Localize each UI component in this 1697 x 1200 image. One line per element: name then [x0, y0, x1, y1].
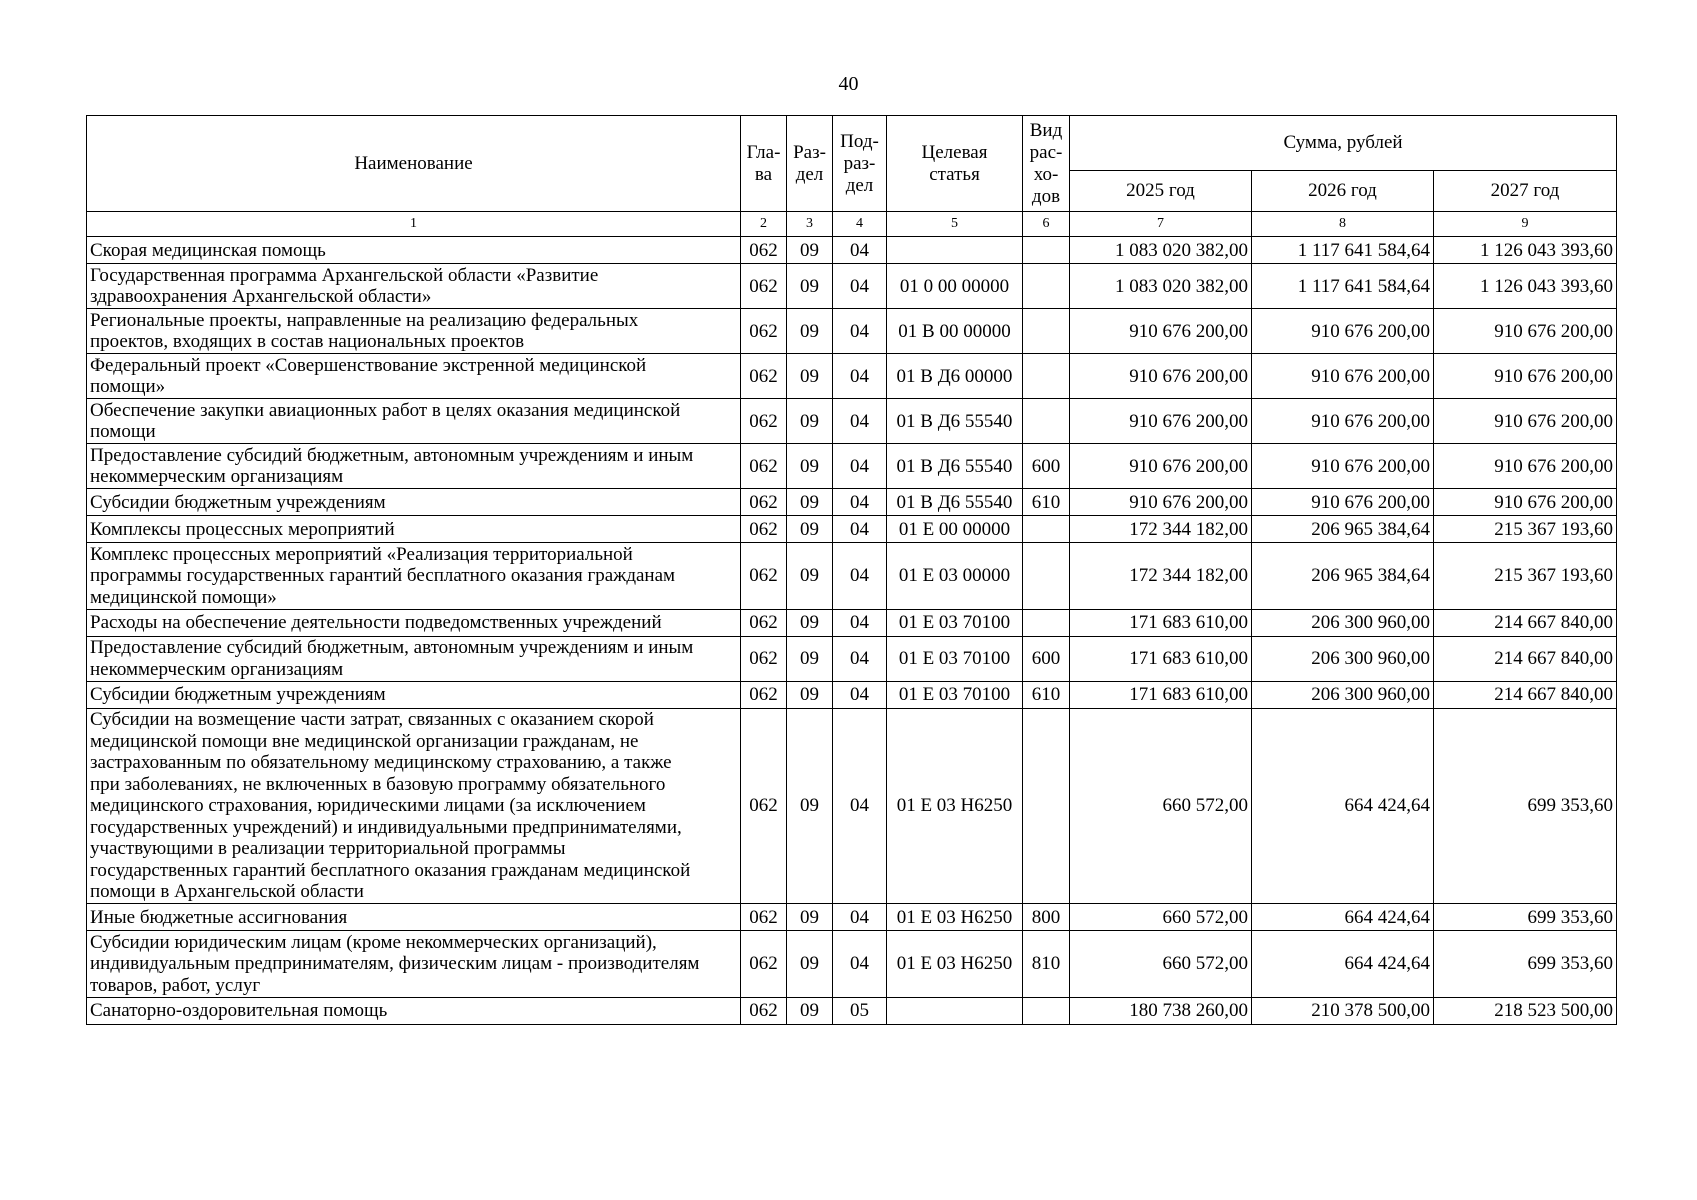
row-target-article	[887, 997, 1023, 1024]
row-chapter: 062	[741, 237, 787, 264]
row-sum-2027: 214 667 840,00	[1434, 681, 1617, 708]
column-number: 4	[833, 212, 887, 237]
row-expense-type	[1023, 354, 1070, 399]
row-sum-2025: 910 676 200,00	[1070, 354, 1252, 399]
row-subsection: 04	[833, 931, 887, 998]
row-expense-type	[1023, 543, 1070, 610]
header-subsection: Под- раз- дел	[833, 116, 887, 212]
table-row	[87, 354, 1617, 399]
row-sum-2027: 1 126 043 393,60	[1434, 264, 1617, 309]
row-subsection: 04	[833, 489, 887, 516]
row-sum-2026: 664 424,64	[1252, 904, 1434, 931]
row-section: 09	[787, 636, 833, 681]
row-chapter: 062	[741, 516, 787, 543]
row-section: 09	[787, 237, 833, 264]
row-sum-2025: 172 344 182,00	[1070, 543, 1252, 610]
row-section: 09	[787, 609, 833, 636]
table-row	[87, 904, 1617, 931]
column-number-row	[87, 212, 1617, 237]
row-sum-2027: 215 367 193,60	[1434, 543, 1617, 610]
row-section: 09	[787, 444, 833, 489]
row-chapter: 062	[741, 997, 787, 1024]
row-sum-2025: 171 683 610,00	[1070, 681, 1252, 708]
row-subsection: 04	[833, 609, 887, 636]
row-sum-2026: 206 965 384,64	[1252, 543, 1434, 610]
row-name: Предоставление субсидий бюджетным, автономным учреждениям и иным некоммерческим организациям	[87, 444, 741, 489]
row-chapter: 062	[741, 264, 787, 309]
row-name: Субсидии бюджетным учреждениям	[87, 489, 741, 516]
row-sum-2027: 910 676 200,00	[1434, 309, 1617, 354]
table-row	[87, 309, 1617, 354]
row-chapter: 062	[741, 636, 787, 681]
row-target-article: 01 Е 03 00000	[887, 543, 1023, 610]
row-chapter: 062	[741, 681, 787, 708]
row-name: Обеспечение закупки авиационных работ в целях оказания медицинской помощи	[87, 399, 741, 444]
row-section: 09	[787, 931, 833, 998]
row-name: Государственная программа Архангельской области «Развитие здравоохранения Архангельской области»	[87, 264, 741, 309]
table-row	[87, 264, 1617, 309]
row-expense-type: 600	[1023, 636, 1070, 681]
row-chapter: 062	[741, 399, 787, 444]
row-expense-type: 610	[1023, 681, 1070, 708]
row-name: Комплекс процессных мероприятий «Реализация территориальной программы государственных гарантий бесплатного оказания гражданам медицинской помощи»	[87, 543, 741, 610]
column-number: 7	[1070, 212, 1252, 237]
column-number: 8	[1252, 212, 1434, 237]
header-name: Наименование	[87, 116, 741, 212]
row-expense-type	[1023, 237, 1070, 264]
row-section: 09	[787, 681, 833, 708]
column-number: 9	[1434, 212, 1617, 237]
table-row	[87, 543, 1617, 610]
row-sum-2026: 206 300 960,00	[1252, 681, 1434, 708]
row-target-article: 01 В Д6 55540	[887, 399, 1023, 444]
row-subsection: 04	[833, 399, 887, 444]
row-name: Санаторно-оздоровительная помощь	[87, 997, 741, 1024]
row-sum-2026: 664 424,64	[1252, 708, 1434, 904]
row-sum-2025: 660 572,00	[1070, 904, 1252, 931]
table-row	[87, 997, 1617, 1024]
row-subsection: 04	[833, 636, 887, 681]
row-chapter: 062	[741, 489, 787, 516]
row-target-article: 01 Е 03 70100	[887, 609, 1023, 636]
column-number: 5	[887, 212, 1023, 237]
row-name: Региональные проекты, направленные на реализацию федеральных проектов, входящих в состав национальных проектов	[87, 309, 741, 354]
row-expense-type: 600	[1023, 444, 1070, 489]
row-target-article	[887, 237, 1023, 264]
row-sum-2026: 910 676 200,00	[1252, 444, 1434, 489]
row-section: 09	[787, 489, 833, 516]
budget-table	[86, 115, 1617, 1025]
row-name: Субсидии бюджетным учреждениям	[87, 681, 741, 708]
table-row	[87, 489, 1617, 516]
header-section: Раз- дел	[787, 116, 833, 212]
row-target-article: 01 0 00 00000	[887, 264, 1023, 309]
row-target-article: 01 Е 03 70100	[887, 636, 1023, 681]
header-year-2025: 2025 год	[1070, 171, 1252, 212]
row-sum-2027: 214 667 840,00	[1434, 609, 1617, 636]
row-section: 09	[787, 904, 833, 931]
row-sum-2026: 210 378 500,00	[1252, 997, 1434, 1024]
row-name: Субсидии юридическим лицам (кроме некоммерческих организаций), индивидуальным предпринимателям, физическим лицам - производителям товаров, работ, услуг	[87, 931, 741, 998]
table-row	[87, 609, 1617, 636]
row-sum-2025: 180 738 260,00	[1070, 997, 1252, 1024]
row-sum-2025: 660 572,00	[1070, 931, 1252, 998]
row-sum-2026: 206 965 384,64	[1252, 516, 1434, 543]
table-row	[87, 399, 1617, 444]
row-expense-type	[1023, 399, 1070, 444]
row-target-article: 01 В 00 00000	[887, 309, 1023, 354]
page-number: 40	[838, 73, 859, 95]
row-section: 09	[787, 997, 833, 1024]
row-name: Предоставление субсидий бюджетным, автономным учреждениям и иным некоммерческим организациям	[87, 636, 741, 681]
row-name: Комплексы процессных мероприятий	[87, 516, 741, 543]
row-target-article: 01 В Д6 00000	[887, 354, 1023, 399]
row-sum-2025: 1 083 020 382,00	[1070, 237, 1252, 264]
row-subsection: 05	[833, 997, 887, 1024]
row-sum-2025: 910 676 200,00	[1070, 489, 1252, 516]
row-sum-2025: 1 083 020 382,00	[1070, 264, 1252, 309]
row-sum-2026: 910 676 200,00	[1252, 489, 1434, 516]
row-name: Расходы на обеспечение деятельности подведомственных учреждений	[87, 609, 741, 636]
row-sum-2027: 910 676 200,00	[1434, 399, 1617, 444]
row-sum-2027: 910 676 200,00	[1434, 354, 1617, 399]
row-sum-2025: 171 683 610,00	[1070, 609, 1252, 636]
row-target-article: 01 Е 03 Н6250	[887, 708, 1023, 904]
row-chapter: 062	[741, 708, 787, 904]
row-section: 09	[787, 354, 833, 399]
row-name: Субсидии на возмещение части затрат, связанных с оказанием скорой медицинской помощи вне медицинской организации гражданам, не застрахованным по обязательному медицинскому страхованию, а также при заболеваниях, не включенных в базовую программу обязательного медицинского страхования, юридическими лицами (за исключением государственных учреждений) и индивидуальными предпринимателями, участвующими в реализации территориальной программы государственных гарантий бесплатного оказания гражданам медицинской помощи в Архангельской области	[87, 708, 741, 904]
column-number: 2	[741, 212, 787, 237]
table-row	[87, 516, 1617, 543]
table-row	[87, 931, 1617, 998]
row-sum-2025: 910 676 200,00	[1070, 444, 1252, 489]
row-section: 09	[787, 516, 833, 543]
row-sum-2027: 910 676 200,00	[1434, 489, 1617, 516]
row-sum-2026: 206 300 960,00	[1252, 609, 1434, 636]
row-chapter: 062	[741, 543, 787, 610]
row-expense-type: 610	[1023, 489, 1070, 516]
table-row	[87, 237, 1617, 264]
row-section: 09	[787, 708, 833, 904]
row-sum-2026: 1 117 641 584,64	[1252, 264, 1434, 309]
row-expense-type	[1023, 609, 1070, 636]
header-year-2027: 2027 год	[1434, 171, 1617, 212]
row-sum-2027: 699 353,60	[1434, 904, 1617, 931]
row-section: 09	[787, 543, 833, 610]
row-sum-2026: 664 424,64	[1252, 931, 1434, 998]
table-row	[87, 636, 1617, 681]
row-target-article: 01 Е 00 00000	[887, 516, 1023, 543]
row-expense-type	[1023, 264, 1070, 309]
row-sum-2025: 172 344 182,00	[1070, 516, 1252, 543]
row-sum-2025: 171 683 610,00	[1070, 636, 1252, 681]
row-subsection: 04	[833, 543, 887, 610]
row-sum-2027: 699 353,60	[1434, 708, 1617, 904]
row-section: 09	[787, 264, 833, 309]
row-target-article: 01 Е 03 Н6250	[887, 904, 1023, 931]
row-name: Скорая медицинская помощь	[87, 237, 741, 264]
row-subsection: 04	[833, 681, 887, 708]
row-chapter: 062	[741, 444, 787, 489]
row-sum-2027: 218 523 500,00	[1434, 997, 1617, 1024]
row-subsection: 04	[833, 354, 887, 399]
header-expense-type: Вид рас- хо- дов	[1023, 116, 1070, 212]
row-sum-2027: 699 353,60	[1434, 931, 1617, 998]
column-number: 3	[787, 212, 833, 237]
row-subsection: 04	[833, 237, 887, 264]
row-sum-2026: 910 676 200,00	[1252, 399, 1434, 444]
header-chapter: Гла- ва	[741, 116, 787, 212]
header-sum: Сумма, рублей	[1070, 116, 1617, 171]
row-expense-type	[1023, 997, 1070, 1024]
row-sum-2025: 910 676 200,00	[1070, 309, 1252, 354]
row-expense-type	[1023, 309, 1070, 354]
row-name: Иные бюджетные ассигнования	[87, 904, 741, 931]
row-sum-2026: 910 676 200,00	[1252, 354, 1434, 399]
row-sum-2027: 215 367 193,60	[1434, 516, 1617, 543]
row-section: 09	[787, 309, 833, 354]
row-subsection: 04	[833, 904, 887, 931]
row-sum-2025: 910 676 200,00	[1070, 399, 1252, 444]
row-sum-2027: 1 126 043 393,60	[1434, 237, 1617, 264]
row-subsection: 04	[833, 516, 887, 543]
row-expense-type: 800	[1023, 904, 1070, 931]
row-subsection: 04	[833, 708, 887, 904]
row-chapter: 062	[741, 904, 787, 931]
row-sum-2026: 206 300 960,00	[1252, 636, 1434, 681]
table-row	[87, 681, 1617, 708]
row-expense-type: 810	[1023, 931, 1070, 998]
table-row	[87, 708, 1617, 904]
row-sum-2025: 660 572,00	[1070, 708, 1252, 904]
row-target-article: 01 В Д6 55540	[887, 489, 1023, 516]
row-subsection: 04	[833, 444, 887, 489]
header-target: Целевая статья	[887, 116, 1023, 212]
row-chapter: 062	[741, 609, 787, 636]
row-expense-type	[1023, 516, 1070, 543]
row-chapter: 062	[741, 354, 787, 399]
row-sum-2026: 910 676 200,00	[1252, 309, 1434, 354]
column-number: 6	[1023, 212, 1070, 237]
row-sum-2027: 910 676 200,00	[1434, 444, 1617, 489]
row-sum-2026: 1 117 641 584,64	[1252, 237, 1434, 264]
row-name: Федеральный проект «Совершенствование экстренной медицинской помощи»	[87, 354, 741, 399]
row-sum-2027: 214 667 840,00	[1434, 636, 1617, 681]
row-subsection: 04	[833, 264, 887, 309]
row-chapter: 062	[741, 309, 787, 354]
row-subsection: 04	[833, 309, 887, 354]
row-chapter: 062	[741, 931, 787, 998]
column-number: 1	[87, 212, 741, 237]
table-row	[87, 444, 1617, 489]
row-section: 09	[787, 399, 833, 444]
row-target-article: 01 В Д6 55540	[887, 444, 1023, 489]
header-year-2026: 2026 год	[1252, 171, 1434, 212]
row-target-article: 01 Е 03 Н6250	[887, 931, 1023, 998]
row-expense-type	[1023, 708, 1070, 904]
row-target-article: 01 Е 03 70100	[887, 681, 1023, 708]
